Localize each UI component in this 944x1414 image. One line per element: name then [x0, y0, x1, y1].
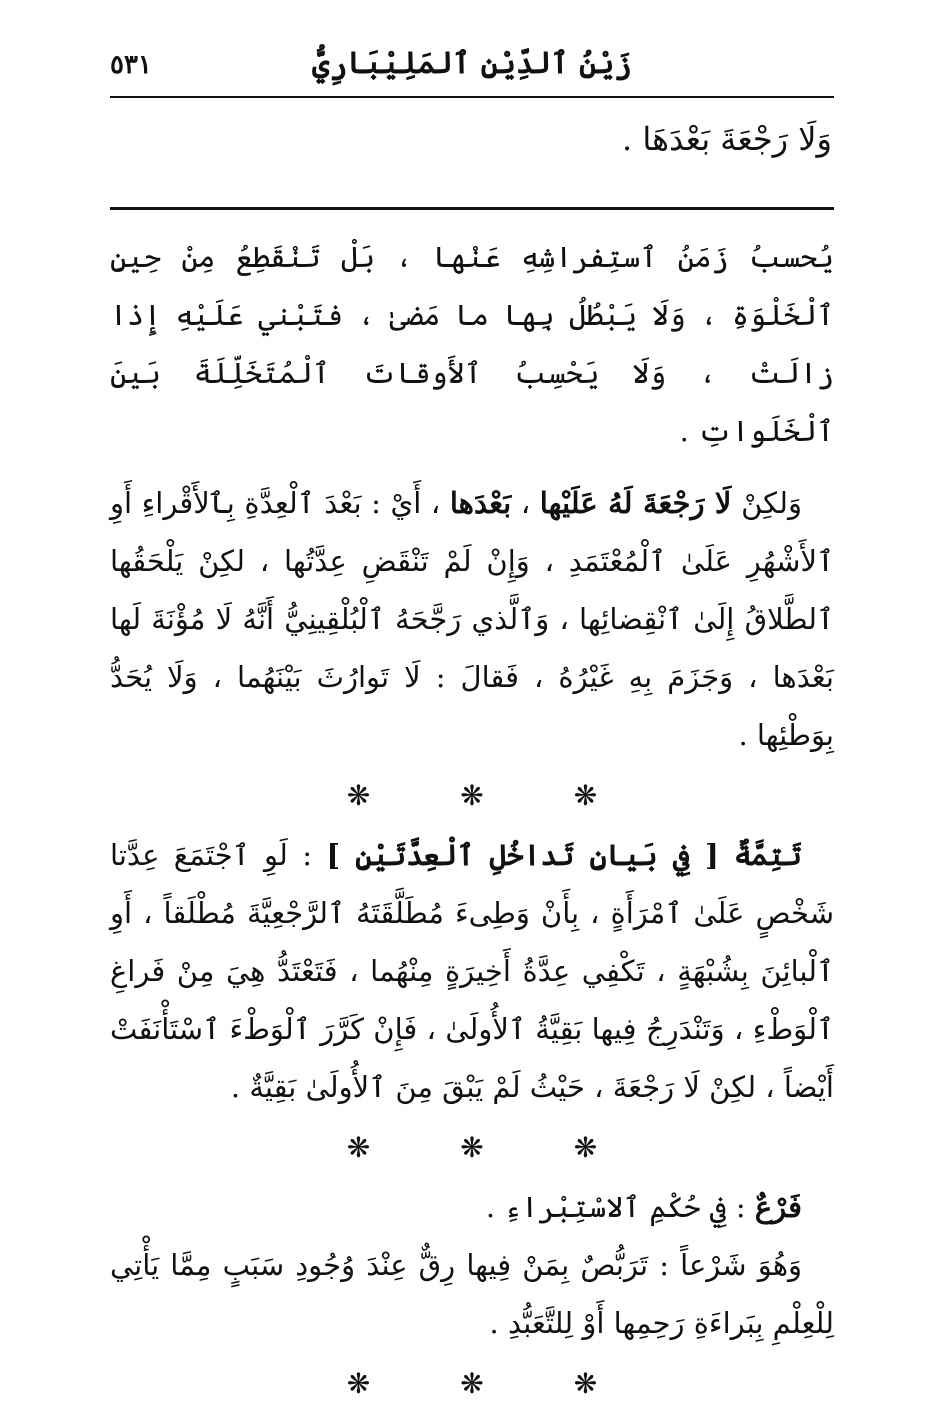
page-header — [110, 42, 834, 92]
star-icon: ❋ — [346, 1366, 371, 1400]
separator-stars-1 — [110, 764, 834, 826]
paragraph-2-bold-1: لَا رَجْعَةَ لَهُ عَلَيْها — [539, 486, 732, 520]
paragraph-5-text: وَهُوَ شَرْعاً : تَرَبُّصٌ بِمَنْ فِيها رِقٌّ عِنْدَ وُجُودِ سَبَبٍ مِمَّا يَأْتِي لِلْعِلْمِ بِبَراءَةِ رَحِمِها أَوْ لِلتَّعَبُّدِ . — [110, 1248, 834, 1340]
star-icon: ❋ — [460, 1130, 484, 1164]
running-title: زَيْنُ ٱلدِّيْنِ ٱلمَلِيْبَارِيُّ — [312, 46, 632, 81]
star-icon: ❋ — [346, 1130, 371, 1164]
paragraph-1-text: يُحسبُ زَمَنُ ٱستِفراشِهِ عَنْها ، بَلْ تَنْقَطِعُ مِنْ حِينِ ٱلْخَلْوَةِ ، وَلَا يَبْطُلُ بِها ما مَضىٰ ، فتَبْني عَلَيْهِ إِذا زالَتْ ، وَلَا يَحْسِبُ ٱلأَوقاتَ ٱلْمُتَخَلِّلَةَ بَينَ ٱلْخَلَواتِ . — [110, 240, 834, 448]
commentary-body — [110, 228, 834, 1414]
paragraph-3-text: : لَوِ ٱجْتَمَعَ عِدَّتا شَخْصٍ عَلَىٰ ٱمْرَأَةٍ ، بِأَنْ وَطِىءَ مُطَلَّقَتَهُ ٱلرَّجْعِيَّةَ مُطْلَقاً ، أَوِ ٱلْبائِنَ بِشُبْهَةٍ ، تَكْفِي عِدَّةُ أَخِيرَةٍ مِنْهُما ، فَتَعْتَدُّ هِيَ مِنْ فَراغِ ٱلْوَطْءِ ، وَتَنْدَرِجُ فِيها بَقِيَّةُ ٱلأُولَىٰ ، فَإِنْ كَرَّرَ ٱلْوَطْءَ ٱسْتَأْنَفَتْ أَيْضاً ، لكِنْ لَا رَجْعَةَ ، حَيْثُ لَمْ يَبْقَ مِنَ ٱلأُولَىٰ بَقِيَّةٌ . — [110, 838, 834, 1104]
paragraph-3-heading: تَتِمَّةٌ [ فِي بَيانِ تَداخُلِ ٱلْعِدَّتَيْنِ ] — [326, 838, 803, 872]
star-icon: ❋ — [460, 1366, 484, 1400]
paragraph-4 — [110, 1178, 834, 1236]
paragraph-4-heading: فَرْعٌ — [754, 1190, 802, 1224]
paragraph-5 — [110, 1236, 834, 1352]
header-rule — [110, 96, 834, 98]
paragraph-1 — [110, 228, 834, 460]
page-number: ٥٣١ — [110, 50, 152, 80]
paragraph-2-bold-2: بَعْدَها — [449, 486, 512, 520]
paragraph-2-text: ، أَيْ : بَعْدَ ٱلْعِدَّةِ بِٱلأَقْراءِ أَوِ ٱلأَشْهُرِ عَلَىٰ ٱلْمُعْتَمَدِ ، وَإِنْ لَمْ تَنْقَضِ عِدَّتُها ، لكِنْ يَلْحَقُها ٱلطَّلاقُ إِلَىٰ ٱنْقِضائِها ، وَٱلَّذي رَجَّحَهُ ٱلْبُلْقِينِيُّ أَنَّهُ لَا مُؤْنَةَ لَها بَعْدَها ، وَجَزَمَ بِهِ غَيْرُهُ ، فَقالَ : لَا تَوارُثَ بَيْنَهُما ، وَلَا يُحَدُّ بِوَطْئِها . — [110, 486, 834, 752]
main-text-line: وَلَا رَجْعَةَ بَعْدَهَا . — [622, 120, 832, 158]
star-icon: ❋ — [346, 778, 371, 812]
paragraph-3 — [110, 826, 834, 1116]
star-icon: ❋ — [573, 1366, 598, 1400]
star-icon: ❋ — [460, 778, 484, 812]
separator-stars-3 — [110, 1352, 834, 1414]
star-icon: ❋ — [573, 1130, 598, 1164]
star-icon: ❋ — [573, 778, 598, 812]
paragraph-4-text: : فِي حُكْمِ ٱلاسْتِبْراءِ . — [485, 1190, 755, 1224]
separator-stars-2 — [110, 1116, 834, 1178]
paragraph-2 — [110, 474, 834, 764]
commentary-rule — [110, 207, 834, 210]
paragraph-2-mid: ، — [511, 486, 540, 520]
paragraph-2-lead: وَلكِنْ — [741, 486, 803, 520]
